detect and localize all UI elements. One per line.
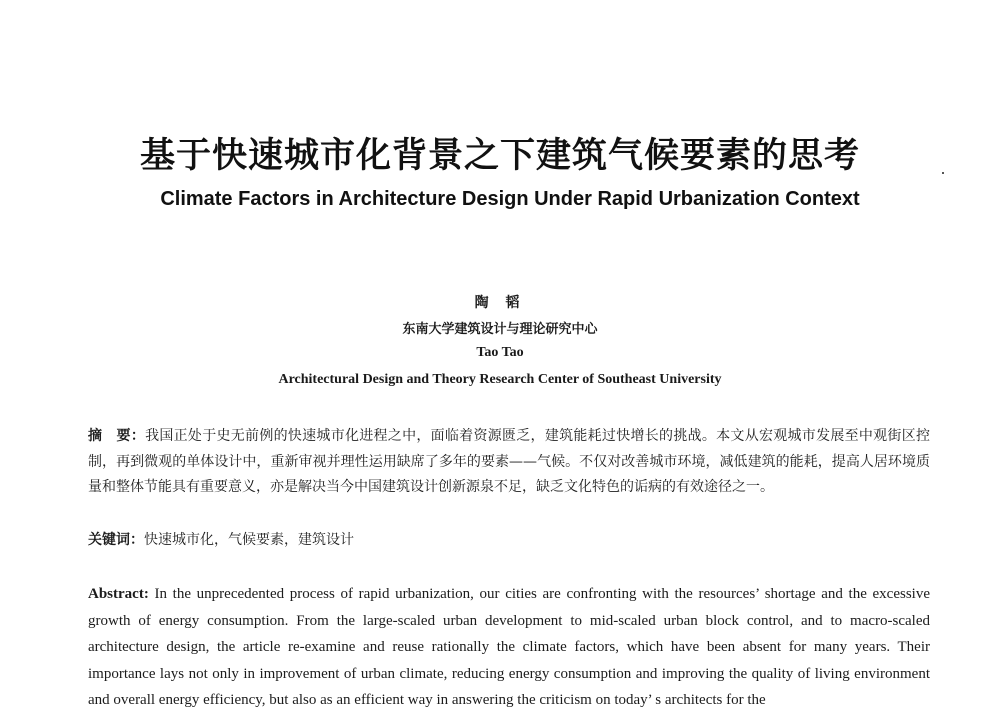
title-english: Climate Factors in Architecture Design Under Rapid Urbanization Context	[160, 188, 860, 210]
keywords-text: 快速城市化，气候要素，建筑设计	[144, 532, 354, 548]
keywords-chinese	[88, 528, 930, 553]
abstract-english-label: Abstract:	[88, 586, 149, 602]
author-chinese: 陶 韬	[474, 295, 526, 311]
affiliation-chinese: 东南大学建筑设计与理论研究中心	[402, 322, 598, 337]
abstract-chinese-label: 摘 要：	[88, 428, 146, 444]
title-chinese: 基于快速城市化背景之下建筑气候要素的思考	[139, 136, 860, 176]
abstract-chinese-text: 我国正处于史无前例的快速城市化进程之中，面临着资源匮乏，建筑能耗过快增长的挑战。本文从宏观城市发展至中观街区控制，再到微观的单体设计中，重新审视并理性运用缺席了多年的要素——气候。不仅对改善城市环境，减低建筑的能耗，提高人居环境质量和整体节能具有重要意义，亦是解决当今中国建筑设计创新源泉不足，缺乏文化特色的诟病的有效途径之一。	[88, 428, 931, 495]
author-english: Tao Tao	[476, 345, 524, 360]
scan-speck	[942, 172, 944, 174]
affiliation-english: Architectural Design and Theory Research Center of Southeast University	[278, 372, 722, 387]
abstract-english-text: In the unprecedented process of rapid urbanization, our cities are confronting with the resources’ shortage and the excessive growth of energy consumption. From the large-scaled urban development to mid-scaled urban block control, and to macro-scaled architecture design, the article re-examine and reuse rationally the climate factors, which have been absent for many years. Their importance lays not only in improvement of urban climate, reducing energy consumption and improving the quality of living environment and overall energy efficiency, but also as an efficient way in answering the criticism on today’ s architects for the	[88, 586, 931, 708]
abstract-english	[88, 581, 930, 714]
abstract-chinese	[88, 424, 930, 501]
keywords-label: 关键词：	[88, 532, 144, 548]
